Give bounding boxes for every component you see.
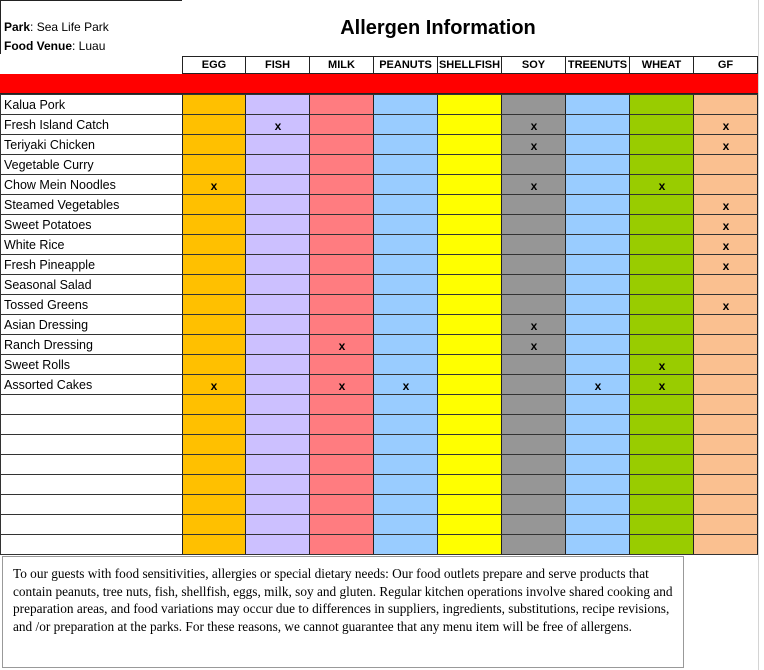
allergen-mark-egg: x — [210, 379, 218, 393]
allergen-mark-wheat: x — [658, 359, 666, 373]
allergen-mark-peanuts: x — [402, 379, 410, 393]
item-name: Asian Dressing — [4, 318, 89, 332]
item-name: Kalua Pork — [4, 98, 66, 112]
column-fill-egg — [182, 94, 246, 554]
item-name: Assorted Cakes — [4, 378, 93, 392]
column-fill-gf — [694, 94, 758, 554]
column-fill-shellfish — [438, 94, 502, 554]
allergen-mark-gf: x — [722, 199, 730, 213]
row-divider — [0, 494, 758, 495]
column-header-soy: SOY — [502, 56, 566, 74]
allergen-mark-gf: x — [722, 219, 730, 233]
park-value: : Sea Life Park — [30, 20, 109, 34]
column-fill-peanuts — [374, 94, 438, 554]
item-name: White Rice — [4, 238, 65, 252]
row-divider — [0, 514, 758, 515]
column-fill-treenuts — [566, 94, 630, 554]
row-divider — [0, 534, 758, 535]
item-name: Fresh Island Catch — [4, 118, 109, 132]
allergen-mark-soy: x — [530, 119, 538, 133]
item-name: Vegetable Curry — [4, 158, 94, 172]
allergen-mark-soy: x — [530, 179, 538, 193]
item-name: Seasonal Salad — [4, 278, 92, 292]
column-header-egg: EGG — [182, 56, 246, 74]
allergen-mark-gf: x — [722, 119, 730, 133]
allergen-mark-gf: x — [722, 239, 730, 253]
allergen-mark-milk: x — [338, 379, 346, 393]
allergen-mark-egg: x — [210, 179, 218, 193]
column-header-gf: GF — [694, 56, 758, 74]
allergen-mark-gf: x — [722, 139, 730, 153]
venue-value: : Luau — [72, 39, 106, 53]
column-header-fish: FISH — [246, 56, 310, 74]
column-header-shellfish: SHELLFISH — [438, 56, 502, 74]
item-name: Ranch Dressing — [4, 338, 93, 352]
allergen-mark-gf: x — [722, 299, 730, 313]
column-header-peanuts: PEANUTS — [374, 56, 438, 74]
header-color-bar — [0, 74, 758, 94]
column-fill-fish — [246, 94, 310, 554]
allergen-mark-soy: x — [530, 139, 538, 153]
venue-label: Food Venue — [4, 39, 73, 53]
disclaimer-note: To our guests with food sensitivities, allergies or special dietary needs: Our food outlets prepare and serve products that contain peanuts, tree nuts, fish, shellfish, eggs, milk, soy and gluten. Regular kitchen operations involve shared cooking and preparation areas, and food variations may occur due to differences in suppliers, ingredients, substitutions, recipe revisions, and /or preparation at the parks. For these reasons, we cannot guarantee that any menu item will be free of allergens. — [2, 556, 684, 668]
row-divider — [0, 414, 758, 415]
allergen-mark-wheat: x — [658, 379, 666, 393]
column-fill-milk — [310, 94, 374, 554]
park-line — [4, 20, 109, 34]
page-title: Allergen Information — [340, 16, 536, 39]
sheet-gridline — [758, 0, 759, 670]
allergen-mark-wheat: x — [658, 179, 666, 193]
allergen-mark-milk: x — [338, 339, 346, 353]
item-name: Steamed Vegetables — [4, 198, 120, 212]
column-header-milk: MILK — [310, 56, 374, 74]
column-fill-wheat — [630, 94, 694, 554]
item-name: Fresh Pineapple — [4, 258, 96, 272]
allergen-mark-gf: x — [722, 259, 730, 273]
item-name: Tossed Greens — [4, 298, 89, 312]
item-name: Chow Mein Noodles — [4, 178, 116, 192]
allergen-mark-soy: x — [530, 319, 538, 333]
column-header-treenuts: TREENUTS — [566, 56, 630, 74]
row-divider — [0, 434, 758, 435]
item-name: Sweet Rolls — [4, 358, 70, 372]
row-divider — [0, 454, 758, 455]
venue-line — [4, 39, 105, 53]
column-header-wheat: WHEAT — [630, 56, 694, 74]
park-label: Park — [4, 20, 31, 34]
allergen-mark-fish: x — [274, 119, 282, 133]
row-divider — [0, 554, 758, 555]
allergen-mark-treenuts: x — [594, 379, 602, 393]
row-divider — [0, 474, 758, 475]
item-name: Teriyaki Chicken — [4, 138, 96, 152]
item-name: Sweet Potatoes — [4, 218, 92, 232]
allergen-mark-soy: x — [530, 339, 538, 353]
